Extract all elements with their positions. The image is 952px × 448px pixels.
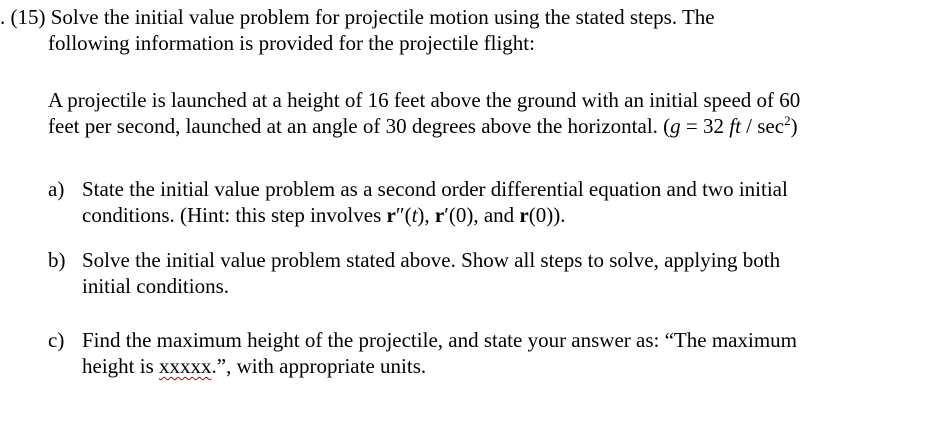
gravity-unit-sec: / sec bbox=[740, 114, 785, 138]
part-b-text bbox=[82, 247, 780, 299]
part-b-line-1: Solve the initial value problem stated above. Show all steps to solve, applying both bbox=[82, 248, 781, 272]
gravity-close-paren: ) bbox=[790, 114, 798, 138]
part-c-line-2-post: .”, with appropriate units. bbox=[211, 354, 427, 378]
gravity-unit-exponent: 2 bbox=[784, 113, 791, 128]
gravity-symbol: g bbox=[670, 114, 681, 138]
r-zero: (0) bbox=[528, 203, 554, 227]
question-line-2: following information is provided for the projectile flight: bbox=[48, 31, 535, 55]
part-c-line-1: Find the maximum height of the projectile, and state your answer as: “The maximum bbox=[82, 328, 797, 352]
r-vector-1: r bbox=[386, 203, 396, 227]
part-a-line-1: State the initial value problem as a second order differential equation and two initial bbox=[82, 177, 788, 201]
gravity-value: = 32 bbox=[680, 114, 730, 138]
part-c-line-2 bbox=[82, 353, 797, 379]
r-double-prime: ″( bbox=[395, 203, 412, 227]
part-a-line-2-text: conditions. (Hint: this step involves bbox=[82, 203, 387, 227]
part-b-label: b) bbox=[48, 248, 66, 272]
question-header bbox=[0, 4, 715, 56]
info-line-1: A projectile is launched at a height of 16 feet above the ground with an initial speed of 60 bbox=[48, 88, 801, 112]
given-information bbox=[0, 87, 800, 139]
r-vector-2: r bbox=[434, 203, 445, 227]
part-a-label: a) bbox=[48, 177, 65, 201]
answer-placeholder: xxxxx bbox=[159, 354, 212, 378]
part-c-label: c) bbox=[48, 328, 65, 352]
r-prime-zero: ′(0), and bbox=[444, 203, 520, 227]
gravity-unit-ft: ft bbox=[729, 114, 741, 138]
r-double-prime-close: ), bbox=[417, 203, 435, 227]
part-c-line-2-pre: height is bbox=[82, 354, 159, 378]
part-c-text bbox=[82, 327, 797, 379]
question-line-1: . (15) Solve the initial value problem for projectile motion using the stated steps. The bbox=[0, 5, 715, 29]
t-variable: t bbox=[411, 203, 418, 227]
part-a-line-2 bbox=[82, 202, 788, 228]
part-a-text bbox=[82, 176, 788, 228]
part-a-end: ). bbox=[553, 203, 566, 227]
r-vector-3: r bbox=[519, 203, 529, 227]
part-b-line-2: initial conditions. bbox=[82, 274, 229, 298]
info-line-2-text: feet per second, launched at an angle of 30 degrees above the horizontal. ( bbox=[48, 114, 671, 138]
info-line-2 bbox=[48, 113, 800, 139]
